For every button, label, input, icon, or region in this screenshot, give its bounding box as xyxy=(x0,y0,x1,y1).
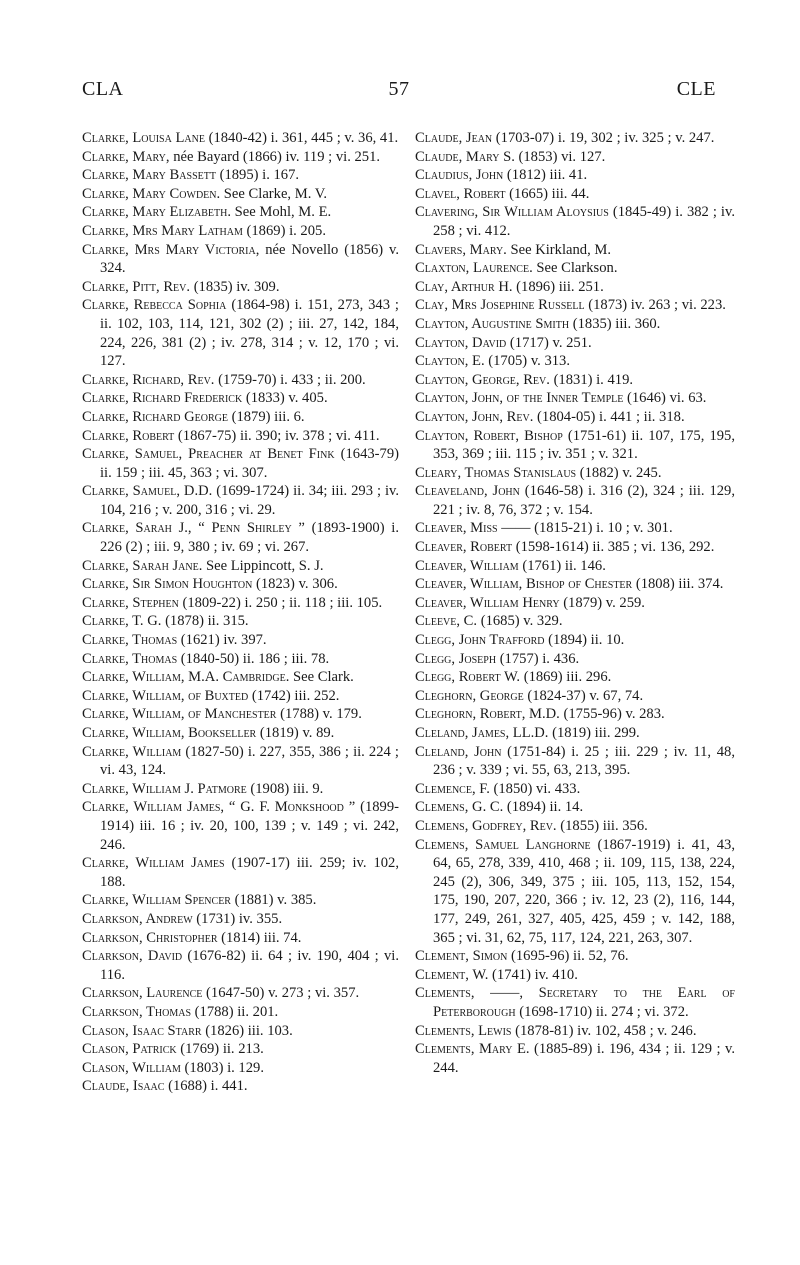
entry-references: (1788) v. 179. xyxy=(276,706,362,723)
entry-references: (1831) i. 419. xyxy=(549,371,634,388)
entry-name: Clarke, Samuel, D.D. xyxy=(82,483,213,500)
entry-references: (1741) iv. 410. xyxy=(488,966,578,983)
entry-name: Clarke, William, of Buxted xyxy=(82,687,249,704)
index-entry xyxy=(82,891,399,910)
entry-references: See Clark. xyxy=(289,669,354,686)
entry-name: Clarke, Richard Frederick xyxy=(82,390,243,407)
index-entry xyxy=(415,798,735,817)
entry-references: (1646-58) i. 316 (2), 324 ; iii. 129, 221 ; iv. 8, 76, 372 ; v. 154. xyxy=(433,483,735,518)
index-entry xyxy=(415,612,735,631)
entry-name: Clemens, Godfrey, Rev. xyxy=(415,817,557,834)
entry-references: (1894) ii. 14. xyxy=(503,799,584,816)
entry-references: (1695-96) ii. 52, 76. xyxy=(507,948,629,965)
index-entry xyxy=(415,389,735,408)
entry-references: (1867-1919) i. 41, 43, 64, 65, 278, 339, 410, 468 ; ii. 109, 115, 138, 224, 245 (2), 306, 349, 375 ; iii. 105, 113, 152, 154, 175, 190, 207, 220, 366 ; iv. 12, 23 (2), 116, 144, 177, 249, 261, 327, 405, 425, 459 ; v. 142, 188, 365 ; vi. 31, 62, 75, 117, 124, 221, 263, 307. xyxy=(433,836,735,946)
index-entry xyxy=(415,557,735,576)
entry-references: (1853) vi. 127. xyxy=(514,148,606,165)
entry-references: (1907-17) iii. 259; iv. 102, 188. xyxy=(100,855,399,890)
entry-name: Clarke, William xyxy=(82,743,182,760)
entry-references: (1761) ii. 146. xyxy=(518,557,606,574)
entry-name: Clarke, T. G. xyxy=(82,613,162,630)
entry-name: Clayton, Robert, Bishop xyxy=(415,427,563,444)
index-entry xyxy=(82,427,399,446)
entry-name: Cleaveland, John xyxy=(415,483,520,500)
index-entry xyxy=(415,575,735,594)
index-entry xyxy=(415,371,735,390)
entry-references: (1826) iii. 103. xyxy=(201,1022,293,1039)
index-entry xyxy=(82,780,399,799)
index-entry xyxy=(82,724,399,743)
index-entry xyxy=(415,352,735,371)
entry-name: Claudius, John xyxy=(415,167,504,184)
index-entry xyxy=(82,984,399,1003)
entry-references: (1882) v. 245. xyxy=(576,464,662,481)
entry-name: Clavel, Robert xyxy=(415,185,506,202)
entry-name: Clarke, Sarah J., “ Penn Shirley ” xyxy=(82,520,305,537)
entry-name: Cleaver, William Henry xyxy=(415,594,560,611)
entry-references: née Bayard (1866) iv. 119 ; vi. 251. xyxy=(169,148,381,165)
entry-name: Clayton, Augustine Smith xyxy=(415,315,570,332)
entry-references: (1643-79) ii. 159 ; iii. 45, 363 ; vi. 307. xyxy=(100,446,399,481)
index-entry xyxy=(415,631,735,650)
index-entry xyxy=(82,185,399,204)
entry-references: (1845-49) i. 382 ; iv. 258 ; vi. 412. xyxy=(433,204,735,239)
index-entry xyxy=(82,445,399,482)
entry-name: Clemens, Samuel Langhorne xyxy=(415,836,591,853)
entry-name: Clason, Isaac Starr xyxy=(82,1022,202,1039)
entry-name: Clarke, William, Bookseller xyxy=(82,725,257,741)
entry-name: Clarkson, David xyxy=(82,948,183,965)
entry-name: Cleaver, Robert xyxy=(415,539,513,556)
entry-name: Clay, Arthur H. xyxy=(415,278,513,295)
index-entry xyxy=(82,241,399,278)
entry-name: Cleghorn, Robert, M.D. xyxy=(415,706,560,723)
entry-name: Clarke, Thomas xyxy=(82,650,178,667)
entry-references: (1895) i. 167. xyxy=(215,167,300,184)
entry-references: (1705) v. 313. xyxy=(484,353,570,370)
index-entry xyxy=(82,278,399,297)
entry-references: (1808) iii. 374. xyxy=(632,576,724,593)
entry-name: Clayton, David xyxy=(415,334,507,351)
index-entry xyxy=(415,464,735,483)
entry-references: (1855) iii. 356. xyxy=(556,817,648,834)
entry-name: Clavers, Mary. xyxy=(415,241,507,258)
entry-references: (1908) iii. 9. xyxy=(246,780,324,797)
index-entry xyxy=(82,222,399,241)
index-entry xyxy=(82,1003,399,1022)
index-entry xyxy=(82,482,399,519)
entry-references: (1621) iv. 397. xyxy=(177,632,267,649)
entry-references: (1646) vi. 63. xyxy=(623,390,707,407)
index-entry xyxy=(415,334,735,353)
entry-name: Clayton, John, Rev. xyxy=(415,408,534,425)
entry-references: See Kirkland, M. xyxy=(506,241,611,258)
index-entry xyxy=(415,538,735,557)
index-entry xyxy=(415,668,735,687)
entry-references: (1878-81) iv. 102, 458 ; v. 246. xyxy=(511,1022,697,1039)
entry-references: (1742) iii. 252. xyxy=(248,687,340,704)
entry-name: Clegg, Joseph xyxy=(415,650,497,667)
index-entry xyxy=(82,1077,399,1096)
entry-references: (1665) iii. 44. xyxy=(505,185,590,202)
entry-references: (1803) i. 129. xyxy=(180,1059,264,1076)
entry-references: (1699-1724) ii. 34; iii. 293 ; iv. 104, 216 ; v. 200, 316 ; vi. 29. xyxy=(100,483,399,518)
index-entry xyxy=(415,1040,735,1077)
entry-name: Claude, Jean xyxy=(415,130,493,146)
index-entry xyxy=(82,1059,399,1078)
header-right-guide-word: CLE xyxy=(676,78,716,100)
entry-name: Clarkson, Laurence xyxy=(82,985,203,1002)
entry-name: Clayton, George, Rev. xyxy=(415,371,550,388)
entry-references: (1885-89) i. 196, 434 ; ii. 129 ; v. 244. xyxy=(433,1041,735,1076)
index-entry xyxy=(415,817,735,836)
entry-name: Clarke, Robert xyxy=(82,427,175,444)
entry-references: (1894) ii. 10. xyxy=(544,632,625,649)
index-entry xyxy=(415,315,735,334)
right-column xyxy=(415,129,735,1077)
index-entry xyxy=(82,203,399,222)
entry-references: (1867-75) ii. 390; iv. 378 ; vi. 411. xyxy=(174,427,380,444)
entry-references: (1804-05) i. 441 ; ii. 318. xyxy=(533,408,685,425)
index-entry xyxy=(82,668,399,687)
index-entry xyxy=(415,947,735,966)
entry-name: Clarke, Mary, xyxy=(82,148,170,165)
entry-references: (1755-96) v. 283. xyxy=(559,706,665,723)
entry-name: Clarke, Mary Bassett xyxy=(82,167,216,184)
index-entry xyxy=(82,798,399,854)
entry-references: (1717) v. 251. xyxy=(506,334,592,351)
index-entry xyxy=(82,854,399,891)
entry-references: (1819) iii. 299. xyxy=(548,725,640,741)
entry-references: (1703-07) i. 19, 302 ; iv. 325 ; v. 247. xyxy=(492,130,715,146)
index-entry xyxy=(415,129,735,148)
entry-name: Clarke, Mrs Mary Latham xyxy=(82,222,243,239)
index-entry xyxy=(82,389,399,408)
entry-references: See Lippincott, S. J. xyxy=(202,557,324,574)
entry-references: (1869) iii. 296. xyxy=(520,669,612,686)
entry-name: Clason, William xyxy=(82,1059,181,1076)
index-entry xyxy=(82,631,399,650)
entry-name: Cleland, James, LL.D. xyxy=(415,725,549,741)
index-entry xyxy=(415,166,735,185)
index-entry xyxy=(82,743,399,780)
index-entry xyxy=(415,148,735,167)
entry-references: See Mohl, M. E. xyxy=(231,204,332,221)
index-entry xyxy=(82,408,399,427)
index-entry xyxy=(82,557,399,576)
index-entry xyxy=(415,984,735,1021)
entry-name: Clarke, William James, “ G. F. Monkshood ” xyxy=(82,799,356,816)
entry-name: Cleaver, Miss —— xyxy=(415,520,531,537)
index-entry xyxy=(415,482,735,519)
index-entry xyxy=(415,705,735,724)
entry-references: (1878) ii. 315. xyxy=(161,613,249,630)
entry-name: Clarke, Mary Cowden. xyxy=(82,185,221,202)
entry-references: (1812) iii. 41. xyxy=(503,167,588,184)
entry-references: née Novello (1856) v. 324. xyxy=(100,241,399,277)
index-entry xyxy=(82,1040,399,1059)
index-entry xyxy=(82,910,399,929)
index-entry xyxy=(415,427,735,464)
entry-references: (1869) i. 205. xyxy=(242,222,326,239)
index-entry xyxy=(82,929,399,948)
index-entry xyxy=(82,148,399,167)
entry-name: Clarke, Stephen xyxy=(82,594,179,611)
index-entry xyxy=(415,650,735,669)
entry-references: (1814) iii. 74. xyxy=(217,929,302,946)
index-entry xyxy=(415,1022,735,1041)
entry-name: Clarke, William James xyxy=(82,855,225,872)
entry-name: Cleeve, C. xyxy=(415,613,478,630)
entry-references: (1731) iv. 355. xyxy=(192,910,283,927)
entry-references: (1688) i. 441. xyxy=(164,1078,248,1095)
entry-name: Claude, Isaac xyxy=(82,1078,165,1095)
index-entry xyxy=(415,743,735,780)
entry-references: (1751-61) ii. 107, 175, 195, 353, 369 ; iii. 115 ; iv. 351 ; v. 321. xyxy=(433,427,736,463)
entry-references: (1896) iii. 251. xyxy=(512,278,604,295)
index-entry xyxy=(415,241,735,260)
entry-name: Clavering, Sir William Aloysius xyxy=(415,204,609,221)
index-entry xyxy=(415,687,735,706)
entry-references: (1864-98) i. 151, 273, 343 ; ii. 102, 103, 114, 121, 302 (2) ; iii. 27, 142, 184, 224, 226, 381 (2) ; iv. 278, 314 ; v. 12, 170 ; vi. 127. xyxy=(100,297,399,370)
index-entry xyxy=(415,780,735,799)
index-entry xyxy=(82,687,399,706)
entry-name: Clarkson, Andrew xyxy=(82,910,193,927)
entry-name: Clarke, William Spencer xyxy=(82,892,231,909)
index-entry xyxy=(82,129,399,148)
index-entry xyxy=(82,296,399,370)
entry-references: (1676-82) ii. 64 ; iv. 190, 404 ; vi. 116. xyxy=(100,948,399,983)
entry-references: See Clarkson. xyxy=(532,260,618,277)
entry-references: (1893-1900) i. 226 (2) ; iii. 9, 380 ; iv. 69 ; vi. 267. xyxy=(100,520,399,556)
entry-references: (1809-22) i. 250 ; ii. 118 ; iii. 105. xyxy=(178,594,383,611)
page-header xyxy=(82,78,716,108)
entry-name: Clarke, Rebecca Sophia xyxy=(82,297,227,314)
entry-references: (1850) vi. 433. xyxy=(489,780,581,797)
entry-references: (1698-1710) ii. 274 ; vi. 372. xyxy=(515,1003,689,1020)
entry-name: Cleary, Thomas Stanislaus xyxy=(415,464,577,481)
entry-references: (1769) ii. 213. xyxy=(176,1041,264,1058)
entry-references: (1833) v. 405. xyxy=(242,390,328,407)
entry-references: (1819) v. 89. xyxy=(256,725,335,741)
index-entry xyxy=(415,408,735,427)
entry-name: Cleghorn, George xyxy=(415,687,524,704)
entry-references: (1879) iii. 6. xyxy=(227,408,305,425)
index-entry xyxy=(415,836,735,948)
entry-name: Clayton, E. xyxy=(415,353,485,370)
entry-references: (1879) v. 259. xyxy=(559,594,645,611)
index-entry xyxy=(415,594,735,613)
index-entry xyxy=(82,705,399,724)
index-entry xyxy=(82,1022,399,1041)
index-entry xyxy=(82,612,399,631)
entry-references: (1823) v. 306. xyxy=(252,576,338,593)
entry-name: Clarke, William J. Patmore xyxy=(82,780,247,797)
entry-references: (1757) i. 436. xyxy=(496,650,580,667)
entry-name: Clemence, F. xyxy=(415,780,490,797)
index-entry xyxy=(82,650,399,669)
entry-name: Cleaver, William xyxy=(415,557,519,574)
index-entry xyxy=(415,259,735,278)
entry-references: (1751-84) i. 25 ; iii. 229 ; iv. 11, 48, 236 ; v. 339 ; vi. 55, 63, 213, 395. xyxy=(433,743,735,779)
entry-name: Clay, Mrs Josephine Russell xyxy=(415,297,585,314)
entry-name: Clarke, William, of Manchester xyxy=(82,706,277,723)
index-entry xyxy=(415,966,735,985)
entry-name: Clarke, Thomas xyxy=(82,632,178,649)
entry-name: Claxton, Laurence. xyxy=(415,260,533,277)
index-entry xyxy=(415,519,735,538)
entry-name: Clarke, William, M.A. Cambridge. xyxy=(82,669,290,686)
entry-references: (1835) iv. 309. xyxy=(190,278,280,295)
entry-name: Clarke, Mary Elizabeth. xyxy=(82,204,231,221)
page-number: 57 xyxy=(388,78,410,100)
entry-name: Cleland, John xyxy=(415,743,502,760)
entry-name: Clayton, John, of the Inner Temple xyxy=(415,390,624,407)
entry-references: (1827-50) i. 227, 355, 386 ; ii. 224 ; vi. 43, 124. xyxy=(100,743,399,779)
index-entry xyxy=(415,296,735,315)
entry-references: (1881) v. 385. xyxy=(230,892,317,909)
entry-references: (1835) iii. 360. xyxy=(569,315,661,332)
index-entry xyxy=(82,947,399,984)
entry-references: (1598-1614) ii. 385 ; vi. 136, 292. xyxy=(512,539,715,556)
entry-name: Clarke, Samuel, Preacher at Benet Fink xyxy=(82,446,335,463)
entry-name: Clarke, Pitt, Rev. xyxy=(82,278,191,295)
entry-name: Clarkson, Christopher xyxy=(82,929,218,946)
entry-references: (1824-37) v. 67, 74. xyxy=(523,687,644,704)
entry-references: (1815-21) i. 10 ; v. 301. xyxy=(530,520,673,537)
entry-name: Clarke, Mrs Mary Victoria, xyxy=(82,241,260,258)
index-entry xyxy=(82,519,399,556)
left-column xyxy=(82,129,399,1096)
index-entry xyxy=(82,371,399,390)
entry-references: (1759-70) i. 433 ; ii. 200. xyxy=(214,371,366,388)
index-entry xyxy=(415,203,735,240)
entry-name: Clement, Simon xyxy=(415,948,508,965)
entry-name: Clarke, Richard, Rev. xyxy=(82,371,215,388)
entry-name: Clements, Mary E. xyxy=(415,1041,530,1058)
entry-name: Clarke, Sir Simon Houghton xyxy=(82,576,253,593)
entry-name: Clements, ——, Secretary to the Earl of Peterborough xyxy=(415,985,735,1020)
entry-name: Clarkson, Thomas xyxy=(82,1003,192,1020)
entry-references: (1899-1914) iii. 16 ; iv. 20, 100, 139 ; v. 149 ; vi. 242, 246. xyxy=(100,799,399,853)
entry-name: Cleaver, William, Bishop of Chester xyxy=(415,576,633,593)
entry-references: (1788) ii. 201. xyxy=(191,1003,279,1020)
entry-name: Clarke, Sarah Jane. xyxy=(82,557,203,574)
entry-name: Clason, Patrick xyxy=(82,1041,177,1058)
entry-references: (1840-42) i. 361, 445 ; v. 36, 41. xyxy=(204,130,399,146)
entry-name: Clarke, Louisa Lane xyxy=(82,130,205,146)
entry-name: Clement, W. xyxy=(415,966,489,983)
entry-references: (1873) iv. 263 ; vi. 223. xyxy=(584,297,726,314)
entry-references: (1647-50) v. 273 ; vi. 357. xyxy=(202,985,360,1002)
header-left-guide-word: CLA xyxy=(82,78,124,100)
entry-name: Clements, Lewis xyxy=(415,1022,512,1039)
entry-name: Clarke, Richard George xyxy=(82,408,228,425)
entry-references: (1840-50) ii. 186 ; iii. 78. xyxy=(177,650,330,667)
entry-name: Clemens, G. C. xyxy=(415,799,504,816)
index-entry xyxy=(415,185,735,204)
entry-name: Claude, Mary S. xyxy=(415,148,515,165)
index-entry xyxy=(415,278,735,297)
entry-references: (1685) v. 329. xyxy=(477,613,563,630)
index-entry xyxy=(82,575,399,594)
entry-name: Clegg, Robert W. xyxy=(415,669,521,686)
index-entry xyxy=(415,724,735,743)
index-entry xyxy=(82,594,399,613)
entry-references: See Clarke, M. V. xyxy=(220,185,328,202)
entry-name: Clegg, John Trafford xyxy=(415,632,545,649)
index-entry xyxy=(82,166,399,185)
